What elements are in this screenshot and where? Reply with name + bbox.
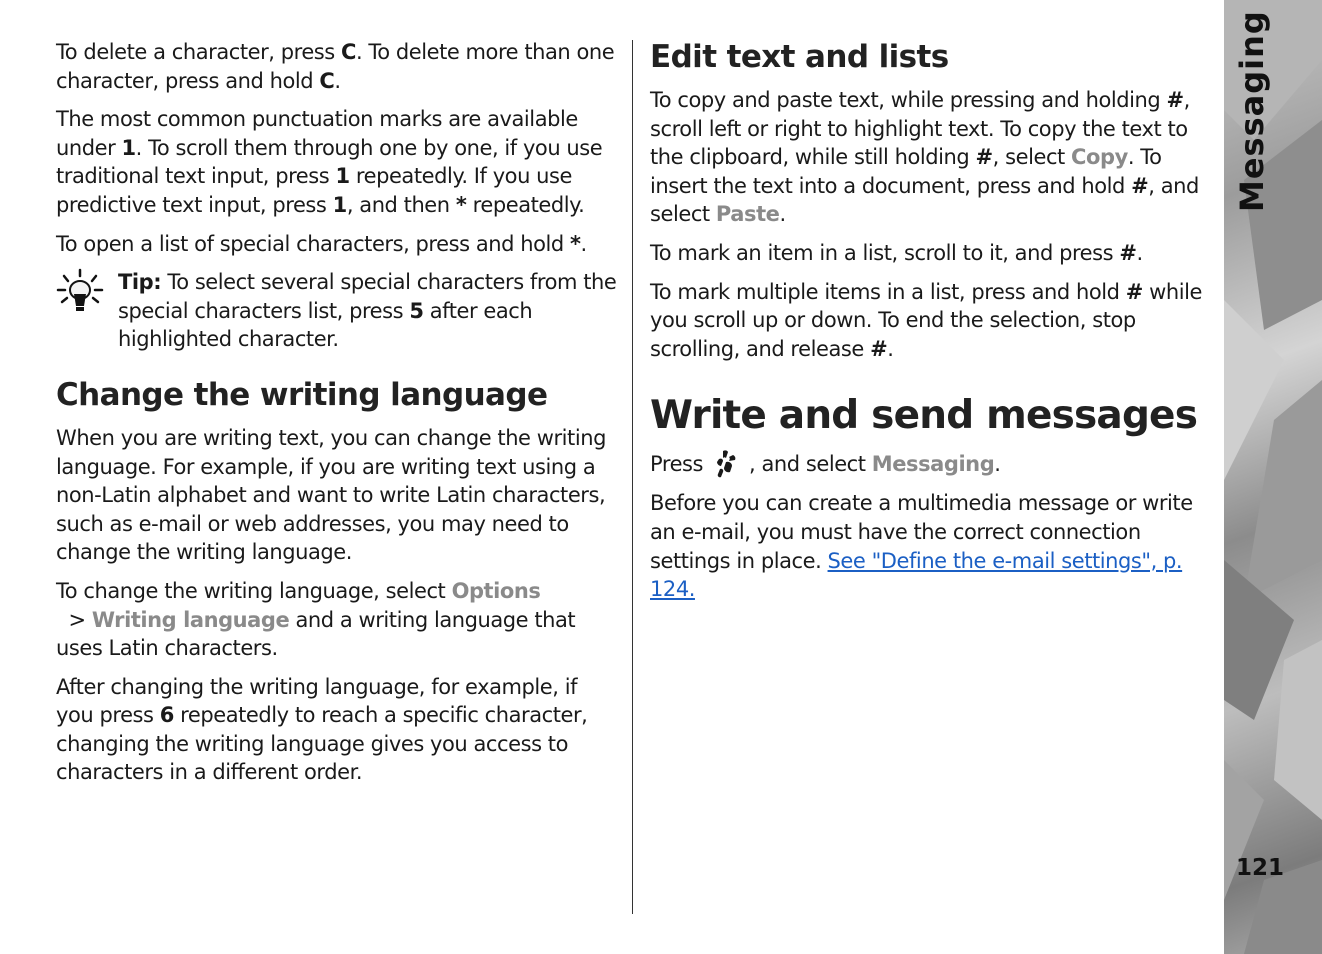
- menu-key-icon: [711, 449, 741, 479]
- key-c: C: [341, 40, 356, 64]
- paragraph-after-changing: After changing the writing language, for example, if you press 6 repeatedly to reach a specific character, changing the writing language gives you access to characters in a different order.: [56, 674, 588, 785]
- page-number: 121: [1236, 855, 1285, 881]
- paragraph-delete-character: To delete a character, press C. To delete more than one character, press and hold C.: [56, 40, 615, 93]
- tip-text: Tip: To select several special characters from the special characters list, press 5 after each highlighted character.: [118, 270, 617, 352]
- paragraph-mark-multiple: To mark multiple items in a list, press and hold # while you scroll up or down. To end the selection, stop scrolling, and release #.: [650, 279, 1202, 361]
- tip-box: [56, 268, 618, 354]
- paragraph-mark-item: To mark an item in a list, scroll to it, and press #.: [650, 240, 1143, 265]
- heading-change-writing-language: Change the writing language: [56, 376, 548, 413]
- menu-options: Options: [451, 578, 541, 603]
- cross-reference-link[interactable]: See "Define the e-mail settings", p. 124.: [650, 548, 1183, 602]
- menu-paste: Paste: [715, 202, 780, 227]
- key-c: C: [319, 68, 335, 93]
- paragraph-special-characters: To open a list of special characters, press and hold *.: [56, 231, 587, 256]
- heading-edit-text-lists: Edit text and lists: [650, 39, 949, 75]
- right-column: [650, 38, 1212, 614]
- paragraph-copy-paste: To copy and paste text, while pressing and holding #, scroll left or right to highlight text. To copy the text to the clipboard, while still holding #, select Copy. To insert the text into a document, press and hold #, and select Paste.: [650, 88, 1199, 227]
- paragraph-connection-settings: Before you can create a multimedia message or write an e-mail, you must have the correct connection settings in place. See "Define the e-mail settings", p. 124.: [650, 491, 1193, 602]
- menu-copy: Copy: [1071, 145, 1128, 170]
- heading-write-send-messages: Write and send messages: [650, 393, 1198, 439]
- left-column: [56, 38, 618, 797]
- lightbulb-icon: [56, 268, 118, 354]
- paragraph-writing-language-intro: When you are writing text, you can change the writing language. For example, if you are writing text using a non-Latin alphabet and want to write Latin characters, such as e-mail or web addresses, you may need to change the writing language.: [56, 425, 606, 565]
- paragraph-press-messaging: Press , and select Messaging.: [650, 449, 1212, 479]
- menu-messaging: Messaging: [871, 452, 995, 477]
- menu-writing-language: Writing language: [91, 607, 290, 632]
- column-divider: [632, 40, 633, 914]
- paragraph-punctuation: The most common punctuation marks are available under 1. To scroll them through one by one, if you use traditional text input, press 1 repeatedly. If you use predictive text input, press 1, and then * repeatedly.: [56, 107, 603, 217]
- section-label: Messaging: [1233, 10, 1271, 212]
- paragraph-change-language-steps: To change the writing language, select Options > Writing language and a writing language that uses Latin characters.: [56, 578, 576, 661]
